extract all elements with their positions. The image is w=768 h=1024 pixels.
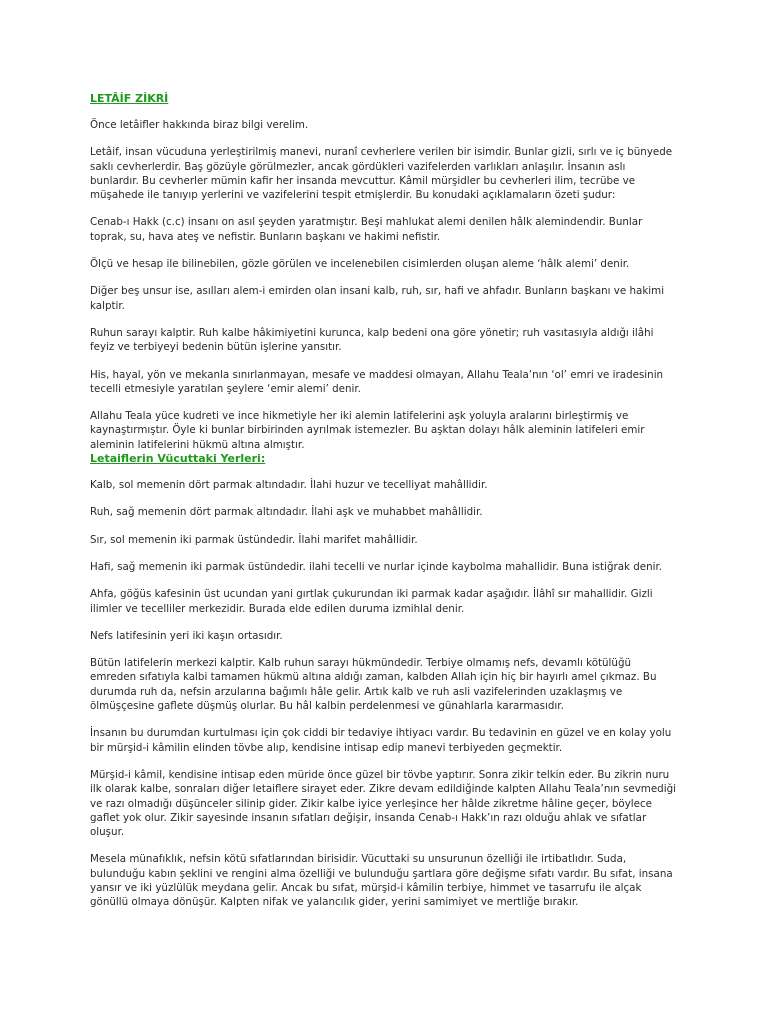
intro-paragraph: Allahu Teala yüce kudreti ve ince hikmetiyle her iki alemin latifelerini aşk yoluyla aralarını birleştirmiş ve kaynaştırmıştır. Öyle ki bunlar birbirinden ayrılmak istemezler. Bu aşktan dolayı hâlk aleminin latifeleri emir aleminin latifelerini hükmü altına almıştır. [90,410,645,451]
body-paragraph: İnsanın bu durumdan kurtulması için çok ciddi bir tedaviye ihtiyacı vardır. Bu tedavinin en güzel ve en kolay yolu bir mürşid-i kâmilin elinden tövbe alıp, kendisine intisap edip manevi terbiyeden geçmektir. [90,727,672,754]
intro-paragraph: Ölçü ve hesap ile bilinebilen, gözle görülen ve incelenebilen cisimlerden oluşan aleme ‘hâlk alemi’ denir. [90,258,630,271]
body-paragraph: Ahfa, göğüs kafesinin üst ucundan yani gırtlak çukurundan iki parmak kadar aşağıdır. İlâhî sır mahallidir. Gizli ilimler ve tecelliler merkezidir. Burada elde edilen duruma izmihlal denir. [90,588,653,615]
intro-paragraph: Önce letâifler hakkında biraz bilgi verelim. [90,119,309,131]
body-paragraph: Ruh, sağ memenin dört parmak altındadır. İlahi aşk ve muhabbet mahâllidir. [90,506,483,519]
intro-paragraph: Cenab-ı Hakk (c.c) insanı on asıl şeyden yaratmıştır. Beşi mahlukat alemi denilen hâlk alemindendir. Bunlar toprak, su, hava ateş ve nefistir. Bunların başkanı ve hakimi nefistir. [90,216,643,243]
body-paragraph: Bütün latifelerin merkezi kalptir. Kalb ruhun sarayı hükmündedir. Terbiye olmamış nefs, devamlı kötülüğü emreden sıfatıyla kalbi tamamen hükmü altına aldığı zaman, kalbden Allah için hiç bir hayırlı amel çıkmaz. Bu durumda ruh da, nefsin arzularına bağımlı hâle gelir. Artık kalb ve ruh asli vazifelerinden uzaklaşmış ve ölmüşçesine gaflete düşmüş olurlar. Bu hâl kalbin perdelenmesi ve günahlarla kararmasıdır. [90,657,657,713]
section-subheading: Letaiflerin Vücuttaki Yerleri: [90,452,266,466]
intro-paragraph: His, hayal, yön ve mekanla sınırlanmayan, mesafe ve maddesi olmayan, Allahu Teala’nın ‘ol’ emri ve iradesinin tecelli etmesiyle yaratılan şeylere ‘emir alemi’ denir. [90,368,664,395]
document-page [90,92,676,923]
body-paragraph: Sır, sol memenin iki parmak üstündedir. İlahi marifet mahâllidir. [90,533,418,546]
intro-paragraph: Ruhun sarayı kalptir. Ruh kalbe hâkimiyetini kurunca, kalp bedeni ona göre yönetir; ruh vasıtasıyla aldığı ilâhi feyiz ve terbiyeyi bedenin bütün işlerine yansıtır. [90,326,654,354]
intro-paragraph: Letâif, insan vücuduna yerleştirilmiş manevi, nuranî cevherlere verilen bir isimdir. Bunlar gizli, sırlı ve iç bünyede saklı cevherlerdir. Baş gözüyle görülmezler, ancak gördükleri vazifelerden varlıkları anlaşılır. İnsanın aslı bunlardır. Bu cevherler mümin kafir her insanda mevcuttur. Kâmil mürşidler bu cevherleri ilim, tecrübe ve müşahede ile tanıyıp yerlerini ve vazifelerini tespit etmişlerdir. Bu konudaki açıklamaların özeti şudur: [90,146,673,202]
body-paragraph: Mesela münafıklık, nefsin kötü sıfatlarından birisidir. Vücuttaki su unsurunun özelliği ile irtibatlıdır. Suda, bulunduğu kabın şeklini ve rengini alma özelliği ve bulunduğu şartlara göre değişme sıfatı vardır. Bu sıfat, insana yansır ve iki yüzlülük meydana gelir. Ancak bu sıfat, mürşid-i kâmilin terbiye, himmet ve tasarrufu ile alçak gönüllü olmaya dönüşür. Kalpten nifak ve yalancılık gider, yerini samimiyet ve mertliğe bırakır. [90,853,673,909]
body-paragraph: Nefs latifesinin yeri iki kaşın ortasıdır. [90,629,283,642]
body-paragraph: Hafi, sağ memenin iki parmak üstündedir. ilahi tecelli ve nurlar içinde kaybolma mahallidir. Buna istiğrak denir. [90,560,663,573]
document-title: LETÂİF ZİKRİ [90,92,169,105]
intro-paragraph: Diğer beş unsur ise, asılları alem-i emirden olan insani kalb, ruh, sır, hafi ve ahfadır. Bunların başkanı ve hakimi kalptir. [90,285,665,312]
body-paragraph: Kalb, sol memenin dört parmak altındadır. İlahi huzur ve tecelliyat mahâllidir. [90,479,488,492]
body-paragraph: Mürşid-i kâmil, kendisine intisap eden müride önce güzel bir tövbe yaptırır. Sonra zikir telkin eder. Bu zikrin nuru ilk olarak kalbe, sonraları diğer letaiflere sirayet eder. Zikre devam edildiğinde kalpten Allahu Teala’nın sevmediği ve razı olmadığı düşünceler silinip gider. Zikir kalbe iyice yerleşince her hâlde zikretme hâline geçer, böylece gaflet yok olur. Zikir sayesinde insanın sıfatları değişir, insanda Cenab-ı Hakk’ın razı olduğu ahlak ve sıfatlar oluşur. [90,768,676,839]
